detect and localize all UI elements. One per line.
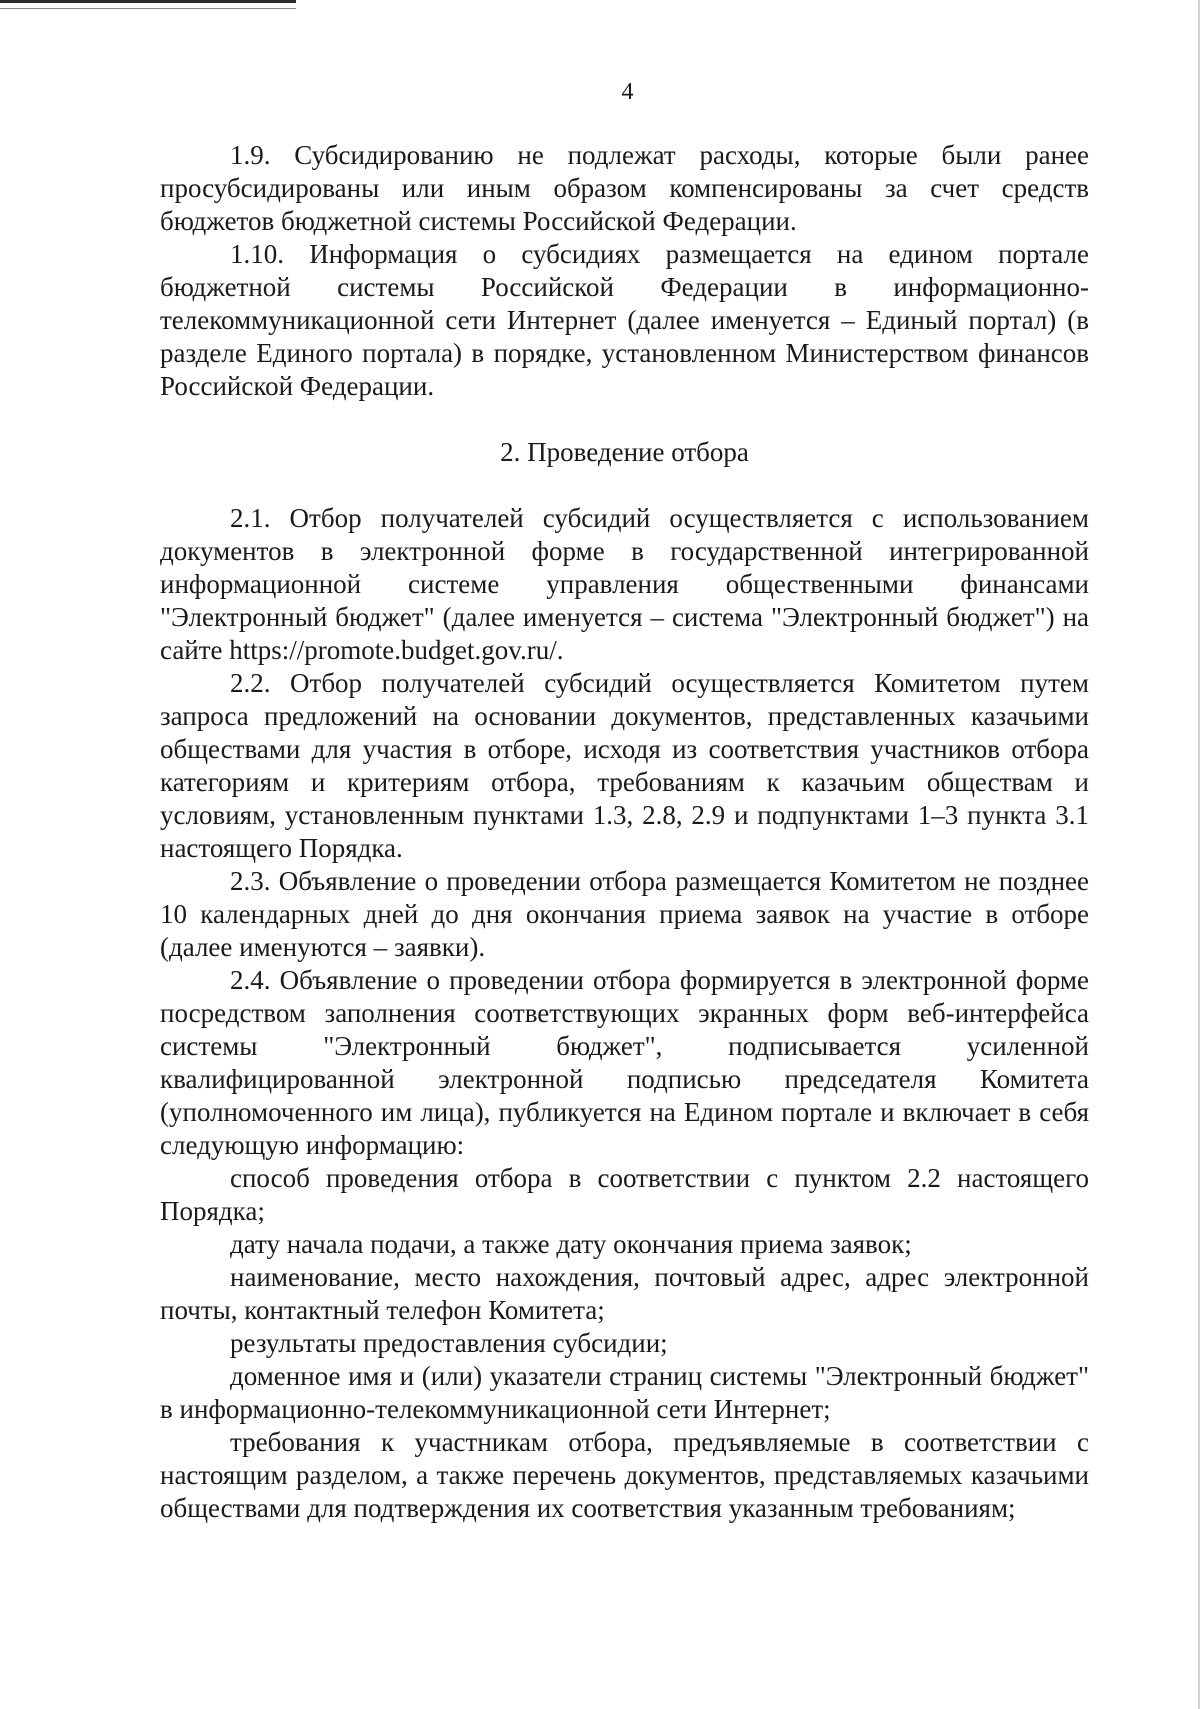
- paragraph-2-4: 2.4. Объявление о проведении отбора формируется в электронной форме посредством заполнения соответствующих экранных форм веб-интерфейса системы "Электронный бюджет", подписывается усиленной квалифицированной электронной подписью председателя Комитета (уполномоченного им лица), публикуется на Едином портале и включает в себя следующую информацию:: [160, 965, 1089, 1160]
- list-item-domain: доменное имя и (или) указатели страниц системы "Электронный бюджет" в информационно-телекоммуникационной сети Интернет;: [160, 1361, 1089, 1424]
- page-number: 4: [621, 79, 634, 105]
- list-item-dates: дату начала подачи, а также дату окончания приема заявок;: [230, 1229, 912, 1259]
- list-item-contacts: наименование, место нахождения, почтовый адрес, адрес электронной почты, контактный телефон Комитета;: [160, 1262, 1089, 1325]
- paragraph-2-3: 2.3. Объявление о проведении отбора размещается Комитетом не позднее 10 календарных дней до дня окончания приема заявок на участие в отборе (далее именуются – заявки).: [160, 866, 1089, 962]
- list-item-requirements: требования к участникам отбора, предъявляемые в соответствии с настоящим разделом, а также перечень документов, представляемых казачьими обществами для подтверждения их соответствия указанным требованиям;: [160, 1427, 1089, 1523]
- document-body: [160, 139, 1089, 1525]
- list-item-selection-method: способ проведения отбора в соответствии с пунктом 2.2 настоящего Порядка;: [160, 1163, 1089, 1226]
- paragraph-2-2: 2.2. Отбор получателей субсидий осуществляется Комитетом путем запроса предложений на основании документов, представленных казачьими обществами для участия в отборе, исходя из соответствия участников отбора категориям и критериям отбора, требованиям к казачьим обществам и условиям, установленным пунктами 1.3, 2.8, 2.9 и подпунктами 1–3 пункта 3.1 настоящего Порядка.: [160, 668, 1089, 863]
- paragraph-1-10: 1.10. Информация о субсидиях размещается на едином портале бюджетной системы Российской Федерации в информационно-телекоммуникационной сети Интернет (далее именуется – Единый портал) (в разделе Единого портала) в порядке, установленном Министерством финансов Российской Федерации.: [160, 239, 1089, 401]
- list-item-results: результаты предоставления субсидии;: [230, 1328, 668, 1358]
- section-heading: 2. Проведение отбора: [500, 437, 749, 467]
- scan-artifact-line: [0, 0, 296, 3]
- paragraph-2-1: 2.1. Отбор получателей субсидий осуществляется с использованием документов в электронной форме в государственной интегрированной информационной системе управления общественными финансами "Электронный бюджет" (далее именуется – система "Электронный бюджет") на сайте https://promote.budget.gov.ru/.: [160, 503, 1089, 665]
- paragraph-1-9: 1.9. Субсидированию не подлежат расходы, которые были ранее просубсидированы или иным образом компенсированы за счет средств бюджетов бюджетной системы Российской Федерации.: [160, 140, 1089, 236]
- scan-artifact-line-thin: [0, 8, 296, 9]
